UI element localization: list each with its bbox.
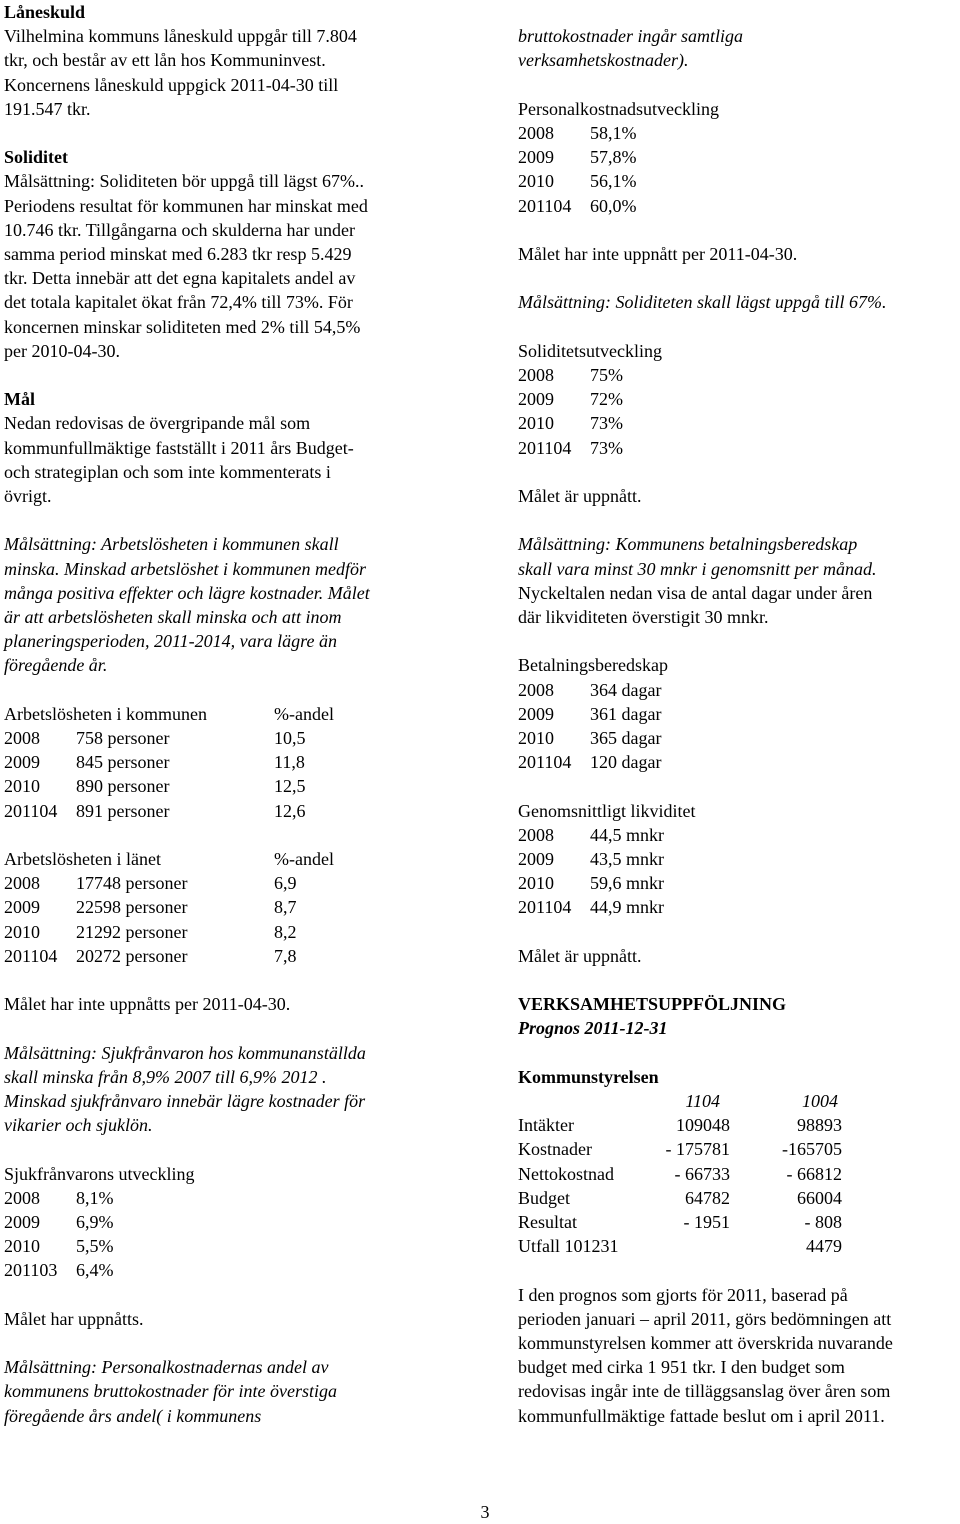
- personal-goal-line: Målsättning: Personalkostnadernas andel av: [4, 1357, 329, 1378]
- betal-goal-line: Målsättning: Kommunens betalningsberedskap: [518, 534, 858, 555]
- table-row: [518, 871, 958, 895]
- table-row: [518, 847, 958, 871]
- table-cell-year: 201104: [518, 897, 572, 918]
- arbets-goal-line: föregående år.: [4, 655, 108, 676]
- table-cell-year: 2009: [518, 703, 554, 724]
- ks-text-line: kommunstyrelsen kommer att överskrida nuvarande: [518, 1332, 893, 1353]
- table-cell-persons: 890 personer: [76, 776, 170, 797]
- table-cell-value: 59,6 mnkr: [590, 873, 664, 894]
- table-cell-percent: 12,5: [274, 776, 306, 797]
- table-header: 1104: [685, 1090, 720, 1111]
- soliditet-table: [518, 339, 958, 460]
- table-row: [518, 121, 958, 145]
- ks-text-line: kommunfullmäktige fattade beslut om i april 2011.: [518, 1405, 885, 1426]
- arbets-goal-line: minska. Minskad arbetslöshet i kommunen medför: [4, 558, 366, 579]
- personal-table: [518, 97, 958, 218]
- table-row: [4, 1210, 456, 1234]
- table-cell-percent: 8,7: [274, 897, 297, 918]
- ks-text-line: I den prognos som gjorts för 2011, baserad på: [518, 1284, 848, 1305]
- table-cell-year: 2009: [4, 897, 40, 918]
- arbets-result: Målet har inte uppnåtts per 2011-04-30.: [4, 994, 291, 1015]
- table-cell-label: Utfall 101231: [518, 1236, 619, 1257]
- table-cell-value: 44,5 mnkr: [590, 824, 664, 845]
- table-cell-year: 2008: [518, 364, 554, 385]
- arbets-goal-line: planeringsperioden, 2011-2014, vara lägre än: [4, 631, 337, 652]
- right-column: [518, 0, 958, 1428]
- table-header-row: [4, 847, 456, 871]
- table-cell-year: 201104: [4, 800, 58, 821]
- table-cell-value: 56,1%: [590, 171, 637, 192]
- table-cell-percent: 10,5: [274, 728, 306, 749]
- table-cell-year: 2010: [4, 776, 40, 797]
- arbets-goal-line: många positiva effekter och lägre kostnader. Målet: [4, 582, 370, 603]
- table-cell-1104: - 1951: [683, 1211, 730, 1232]
- table-row: [4, 750, 456, 774]
- table-cell-year: 201104: [518, 752, 572, 773]
- table-row: [4, 920, 456, 944]
- table-cell-year: 2009: [518, 389, 554, 410]
- soliditet-line: Periodens resultat för kommunen har minskat med: [4, 195, 368, 216]
- table-cell-1004: 66004: [797, 1187, 842, 1208]
- ks-text-line: budget med cirka 1 951 tkr. I den budget som: [518, 1357, 845, 1378]
- table-header: 1004: [802, 1090, 838, 1111]
- table-row: [4, 799, 456, 823]
- table-cell-year: 2008: [4, 728, 40, 749]
- sjuk-goal-line: vikarier och sjuklön.: [4, 1115, 153, 1136]
- table-cell-percent: 11,8: [274, 752, 305, 773]
- likviditet-table: [518, 799, 958, 920]
- table-cell-1104: 64782: [685, 1187, 730, 1208]
- soliditet-line: det totala kapitalet ökat från 72,4% till 73%. För: [4, 292, 353, 313]
- table-cell-1004: - 808: [804, 1211, 842, 1232]
- table-cell-year: 2009: [518, 147, 554, 168]
- table-cell-value: 44,9 mnkr: [590, 897, 664, 918]
- table-cell-year: 2010: [518, 873, 554, 894]
- table-row: [518, 363, 958, 387]
- ks-text-line: redovisas ingår inte de tilläggsanslag över åren som: [518, 1381, 891, 1402]
- table-row: [518, 1162, 958, 1186]
- table-cell-persons: 20272 personer: [76, 945, 188, 966]
- table-cell-persons: 17748 personer: [76, 873, 188, 894]
- table-header: Personalkostnadsutveckling: [518, 98, 719, 119]
- soliditet-line: 10.746 tkr. Tillgångarna och skulderna har under: [4, 219, 355, 240]
- table-cell-label: Budget: [518, 1187, 570, 1208]
- table-cell-persons: 891 personer: [76, 800, 170, 821]
- soliditet-line: tkr. Detta innebär att det egna kapitalets andel av: [4, 268, 356, 289]
- personal-goal-line: kommunens bruttokostnader för inte överstiga: [4, 1381, 337, 1402]
- table-row: [518, 1186, 958, 1210]
- betal-desc-line: Nyckeltalen nedan visa de antal dagar under åren: [518, 582, 873, 603]
- table-cell-year: 2008: [518, 122, 554, 143]
- soliditet-line: samma period minskat med 6.283 tkr resp 5.429: [4, 244, 352, 265]
- ks-text-line: perioden januari – april 2011, görs bedömningen att: [518, 1308, 892, 1329]
- table-row: [518, 750, 958, 774]
- table-row: [4, 944, 456, 968]
- table-row: [518, 1137, 958, 1161]
- table-header-row: [518, 1089, 958, 1113]
- table-cell-percent: 12,6: [274, 800, 306, 821]
- table-cell-1004: - 66812: [786, 1163, 842, 1184]
- kommunstyrelsen-table: [518, 1089, 958, 1258]
- table-header: Sjukfrånvarons utveckling: [4, 1163, 195, 1184]
- personal-result: Målet har inte uppnått per 2011-04-30.: [518, 243, 798, 264]
- table-row: [518, 411, 958, 435]
- table-cell-year: 201104: [518, 195, 572, 216]
- table-header: Arbetslösheten i länet: [4, 849, 161, 870]
- table-cell-value: 364 dagar: [590, 679, 662, 700]
- mal-heading: Mål: [4, 389, 35, 410]
- table-cell-value: 60,0%: [590, 195, 637, 216]
- table-cell-percent: 7,8: [274, 945, 297, 966]
- table-row: [518, 1234, 958, 1258]
- sjuk-goal-line: Minskad sjukfrånvaro innebär lägre kostnader för: [4, 1091, 366, 1112]
- table-cell-year: 2009: [4, 1212, 40, 1233]
- personal-goal-line: föregående års andel( i kommunens: [4, 1405, 262, 1426]
- laneskuld-line: Koncernens låneskuld uppgick 2011-04-30 till: [4, 74, 339, 95]
- table-row: [518, 387, 958, 411]
- sjuk-table: [4, 1162, 456, 1283]
- personal-goal-cont-line: bruttokostnader ingår samtliga: [518, 26, 744, 47]
- table-row: [518, 169, 958, 193]
- laneskuld-line: 191.547 tkr.: [4, 98, 91, 119]
- left-column: [4, 0, 456, 1428]
- table-row: [4, 1186, 456, 1210]
- table-cell-persons: 845 personer: [76, 752, 170, 773]
- table-cell-percent: 8,2: [274, 921, 297, 942]
- table-cell-value: 43,5 mnkr: [590, 848, 664, 869]
- table-cell-value: 57,8%: [590, 147, 637, 168]
- soliditet-line: per 2010-04-30.: [4, 340, 120, 361]
- table-cell-value: 6,4%: [76, 1260, 114, 1281]
- mal-line: övrigt.: [4, 486, 52, 507]
- kommunstyrelsen-heading: Kommunstyrelsen: [518, 1066, 659, 1087]
- mal-line: Nedan redovisas de övergripande mål som: [4, 413, 311, 434]
- table-row: [4, 726, 456, 750]
- laneskuld-line: Vilhelmina kommuns låneskuld uppgår till 7.804: [4, 26, 357, 47]
- soliditet-goal: Målsättning: Soliditeten skall lägst uppgå till 67%.: [518, 292, 887, 313]
- table-cell-1104: 109048: [676, 1115, 730, 1136]
- table-header: Arbetslösheten i kommunen: [4, 703, 207, 724]
- table-row: [518, 823, 958, 847]
- table-cell-label: Resultat: [518, 1211, 577, 1232]
- table-cell-value: 6,9%: [76, 1212, 114, 1233]
- table-cell-year: 2008: [518, 679, 554, 700]
- table-cell-label: Nettokostnad: [518, 1163, 614, 1184]
- table-row: [518, 702, 958, 726]
- table-cell-year: 2010: [4, 1236, 40, 1257]
- table-row: [4, 774, 456, 798]
- betal-desc-line: där likviditeten överstigit 30 mnkr.: [518, 606, 769, 627]
- sjuk-goal-line: Målsättning: Sjukfrånvaron hos kommunanställda: [4, 1042, 366, 1063]
- table-cell-value: 5,5%: [76, 1236, 114, 1257]
- laneskuld-heading: Låneskuld: [4, 2, 86, 22]
- table-row: [518, 726, 958, 750]
- table-cell-value: 120 dagar: [590, 752, 662, 773]
- table-row: [4, 871, 456, 895]
- table-cell-persons: 758 personer: [76, 728, 170, 749]
- table-cell-year: 2010: [518, 413, 554, 434]
- soliditet-line: Målsättning: Soliditeten bör uppgå till lägst 67%..: [4, 171, 364, 192]
- table-row: [518, 1113, 958, 1137]
- table-header-row: [4, 702, 456, 726]
- table-cell-year: 201104: [4, 945, 58, 966]
- table-cell-value: 73%: [590, 413, 623, 434]
- sjuk-goal-line: skall minska från 8,9% 2007 till 6,9% 2012 .: [4, 1066, 327, 1087]
- betal-table: [518, 653, 958, 774]
- table-cell-persons: 22598 personer: [76, 897, 188, 918]
- mal-line: och strategiplan och som inte kommenterats i: [4, 461, 331, 482]
- table-cell-year: 2009: [4, 752, 40, 773]
- table-row: [4, 1234, 456, 1258]
- soliditet-line: koncernen minskar soliditeten med 2% till 54,5%: [4, 316, 361, 337]
- table-row: [4, 1258, 456, 1282]
- arbets-goal-line: Målsättning: Arbetslösheten i kommunen skall: [4, 534, 339, 555]
- table-cell-label: Kostnader: [518, 1139, 592, 1160]
- table-header: %-andel: [274, 703, 334, 724]
- page-number: 3: [480, 1502, 490, 1522]
- table-cell-percent: 6,9: [274, 873, 297, 894]
- table-cell-year: 2010: [4, 921, 40, 942]
- table-cell-year: 201104: [518, 437, 572, 458]
- table-header: Genomsnittligt likviditet: [518, 800, 696, 821]
- table-row: [518, 1210, 958, 1234]
- table-cell-label: Intäkter: [518, 1115, 574, 1136]
- table-row: [518, 678, 958, 702]
- table-cell-value: 72%: [590, 389, 623, 410]
- table-cell-year: 2008: [4, 1187, 40, 1208]
- table-row: [518, 436, 958, 460]
- table-cell-year: 2010: [518, 727, 554, 748]
- arbets-goal-line: är att arbetslösheten skall minska och att inom: [4, 607, 342, 628]
- table-cell-value: 365 dagar: [590, 727, 662, 748]
- table-header: %-andel: [274, 849, 334, 870]
- table-row: [518, 895, 958, 919]
- mal-line: kommunfullmäktige fastställt i 2011 års Budget-: [4, 437, 354, 458]
- table-row: [518, 145, 958, 169]
- table-cell-1104: - 66733: [674, 1163, 730, 1184]
- table-cell-year: 2009: [518, 848, 554, 869]
- table-cell-year: 2008: [4, 873, 40, 894]
- personal-goal-cont-line: verksamhetskostnader).: [518, 50, 689, 71]
- table-cell-year: 2010: [518, 171, 554, 192]
- sjuk-result: Målet har uppnåtts.: [4, 1308, 144, 1329]
- table-cell-year: 2008: [518, 824, 554, 845]
- table-cell-value: 73%: [590, 437, 623, 458]
- table-cell-value: 361 dagar: [590, 703, 662, 724]
- table-header: Betalningsberedskap: [518, 655, 668, 676]
- verksamhet-heading: VERKSAMHETSUPPFÖLJNING: [518, 994, 787, 1015]
- table-row: [518, 194, 958, 218]
- table-cell-1104: - 175781: [665, 1139, 730, 1160]
- table-cell-value: 8,1%: [76, 1187, 114, 1208]
- likviditet-result: Målet är uppnått.: [518, 945, 642, 966]
- laneskuld-line: tkr, och består av ett lån hos Kommuninvest.: [4, 50, 326, 71]
- table-cell-1004: 98893: [797, 1115, 842, 1136]
- soliditet-result: Målet är uppnått.: [518, 485, 642, 506]
- soliditet-heading: Soliditet: [4, 147, 69, 168]
- betal-goal-line: skall vara minst 30 mnkr i genomsnitt per månad.: [518, 558, 877, 579]
- prognos-heading: Prognos 2011-12-31: [518, 1018, 668, 1039]
- table-cell-1004: -165705: [782, 1139, 842, 1160]
- table-cell-year: 201103: [4, 1260, 58, 1281]
- table-cell-persons: 21292 personer: [76, 921, 188, 942]
- table-cell-value: 58,1%: [590, 122, 637, 143]
- table-cell-value: 75%: [590, 364, 623, 385]
- table-row: [4, 895, 456, 919]
- kommun-unemployment-table: [4, 702, 456, 823]
- lanet-unemployment-table: [4, 847, 456, 968]
- table-header: Soliditetsutveckling: [518, 340, 662, 361]
- table-cell-1004: 4479: [806, 1236, 842, 1257]
